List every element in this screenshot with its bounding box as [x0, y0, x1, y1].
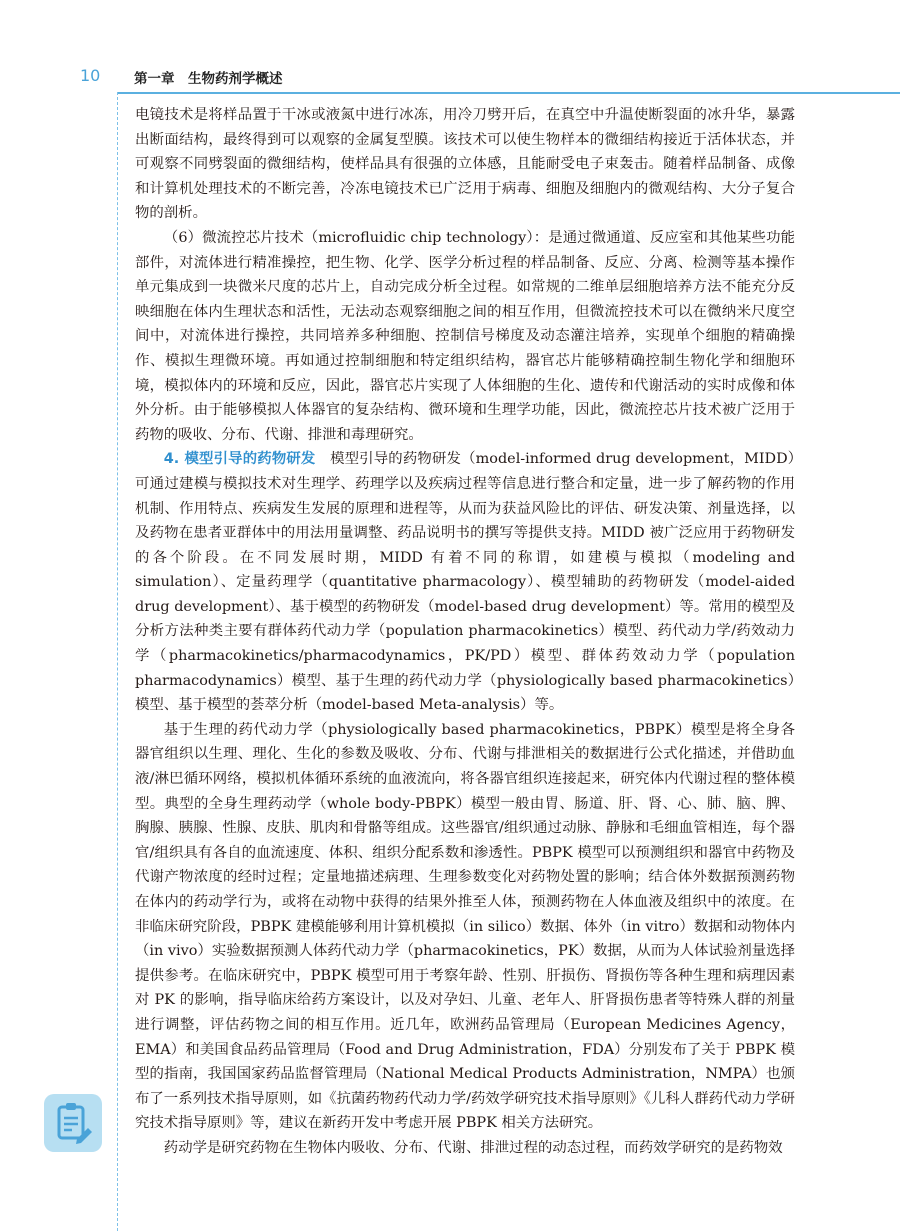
paragraph-4: 基于生理的药代动力学（physiologically based pharmacokinetics，PBPK）模型是将全身各器官组织以生理、理化、生化的参数及吸收、分布、代谢与排泄相关的数据进行公式化描述，并借助血液/淋巴循环网络，模拟机体循环系统的血液流向，将各器官组织连接起来，研究体内代谢过程的整体模型。典型的全身生理药动学（whole body-PBPK）模型一般由胃、肠道、肝、肾、心、肺、脑、脾、胸腺、胰腺、性腺、皮肤、肌肉和骨骼等组成。这些器官/组织通过动脉、静脉和毛细血管相连，每个器官/组织具有各自的血流速度、体积、组织分配系数和渗透性。PBPK 模型可以预测组织和器官中药物及代谢产物浓度的经时过程；定量地描述病理、生理参数变化对药物处置的影响；结合体外数据预测药物在体内的药动学行为，或将在动物中获得的结果外推至人体，预测药物在人体血液及组织中的浓度。在非临床研究阶段，PBPK 建模能够利用计算机模拟（in silico）数据、体外（in vitro）数据和动物体内（in vivo）实验数据预测人体药代动力学（pharmacokinetics，PK）数据，从而为人体试验剂量选择提供参考。在临床研究中，PBPK 模型可用于考察年龄、性别、肝损伤、肾损伤等各种生理和病理因素对 PK 的影响，指导临床给药方案设计，以及对孕妇、儿童、老年人、肝肾损伤患者等特殊人群的剂量进行调整，评估药物之间的相互作用。近几年，欧洲药品管理局（European Medicines Agency，EMA）和美国食品药品管理局（Food and Drug Administration，FDA）分别发布了关于 PBPK 模型的指南，我国国家药品监督管理局（National Medical Products Administration，NMPA）也颁布了一系列技术指导原则，如《抗菌药物药代动力学/药效学研究技术指导原则》《儿科人群药代动力学研究技术指导原则》等，建议在新药开发中考虑开展 PBPK 相关方法研究。	[135, 721, 795, 1132]
body-text	[135, 103, 795, 1161]
page-number: 10	[80, 66, 101, 85]
paragraph-2: （6）微流控芯片技术（microfluidic chip technology）：是通过微通道、反应室和其他某些功能部件，对流体进行精准操控，把生物、化学、医学分析过程的样品制备、反应、分离、检测等基本操作单元集成到一块微米尺度的芯片上，自动完成分析全过程。如常规的二维单层细胞培养方法不能充分反映细胞在体内生理状态和活性，无法动态观察细胞之间的相互作用，但微流控技术可以在微纳米尺度空间中，对流体进行操控，共同培养多种细胞、控制信号梯度及动态灌注培养，实现单个细胞的精确操作、模拟生理微环境。再如通过控制细胞和特定组织结构，器官芯片能够精确控制生物化学和细胞环境，模拟体内的环境和反应，因此，器官芯片实现了人体细胞的生化、遗传和代谢活动的实时成像和体外分析。由于能够模拟人体器官的复杂结构、微环境和生理学功能，因此，微流控芯片技术被广泛用于药物的吸收、分布、代谢、排泄和毒理研究。	[135, 229, 795, 443]
notepad-edit-icon-graphic	[44, 1094, 102, 1152]
header-rule	[118, 92, 900, 94]
margin-rule	[117, 92, 118, 1231]
chapter-title: 第一章 生物药剂学概述	[134, 71, 283, 87]
paragraph-1: 电镜技术是将样品置于干冰或液氮中进行冰冻，用冷刀劈开后，在真空中升温使断裂面的冰升华，暴露出断面结构，最终得到可以观察的金属复型膜。该技术可以使生物样本的微细结构接近于活体状态，并可观察不同劈裂面的微细结构，使样品具有很强的立体感，且能耐受电子束轰击。随着样品制备、成像和计算机处理技术的不断完善，冷冻电镜技术已广泛用于病毒、细胞及细胞内的微观结构、大分子复合物的剖析。	[135, 107, 795, 222]
section-heading-4: 4. 模型引导的药物研发	[163, 451, 316, 468]
notepad-edit-icon[interactable]	[44, 1094, 102, 1152]
paragraph-3-text: 模型引导的药物研发（model-informed drug development，MIDD）可通过建模与模拟技术对生理学、药理学以及疾病过程等信息进行整合和定量，进一步了解药物的作用机制、作用特点、疾病发生发展的原理和进程等，从而为获益风险比的评估、研发决策、剂量选择，以及药物在患者亚群体中的用法用量调整、药品说明书的撰写等提供支持。MIDD 被广泛应用于药物研发的各个阶段。在不同发展时期，MIDD 有着不同的称谓，如建模与模拟（modeling and simulation）、定量药理学（quantitative pharmacology）、模型辅助的药物研发（model-aided drug development）、基于模型的药物研发（model-based drug development）等。常用的模型及分析方法种类主要有群体药代动力学（population pharmacokinetics）模型、药代动力学/药效动力学（pharmacokinetics/pharmacodynamics，PK/PD）模型、群体药效动力学（population pharmacodynamics）模型、基于生理的药代动力学（physiologically based pharmacokinetics）模型、基于模型的荟萃分析（model-based Meta-analysis）等。	[135, 451, 795, 714]
paragraph-3	[135, 447, 795, 718]
paragraph-5: 药动学是研究药物在生物体内吸收、分布、代谢、排泄过程的动态过程，而药效学研究的是药物效	[163, 1139, 783, 1156]
